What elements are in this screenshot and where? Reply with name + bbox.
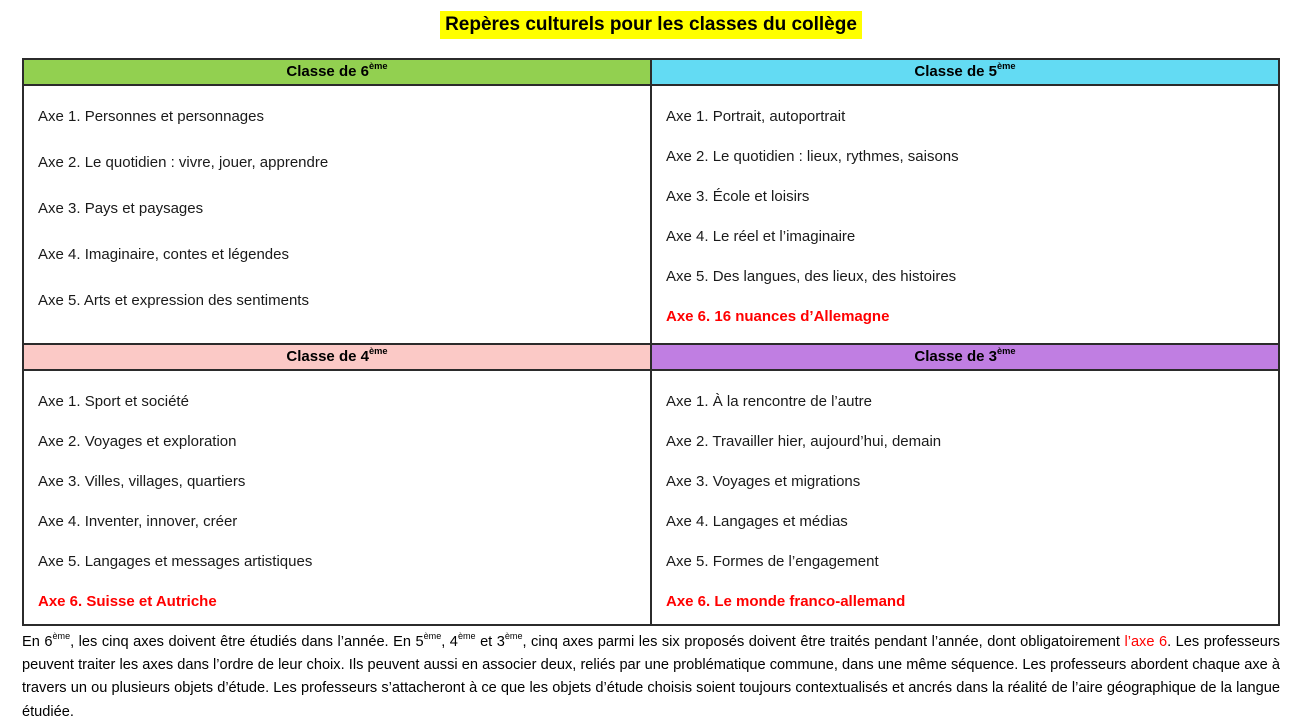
axe-item: Axe 1. Portrait, autoportrait — [666, 108, 846, 125]
header-classe-6eme — [23, 59, 651, 85]
footer-paragraph — [22, 631, 1280, 724]
axe-item: Axe 1. À la rencontre de l’autre — [666, 393, 872, 410]
axe-item: Axe 3. Pays et paysages — [38, 200, 204, 217]
axe-item: Axe 1. Sport et société — [38, 393, 189, 410]
page-title: Repères culturels pour les classes du collège — [440, 11, 862, 39]
header-classe-5eme — [651, 59, 1279, 85]
axe-item: Axe 2. Voyages et exploration — [38, 433, 237, 450]
header-classe-3eme — [651, 344, 1279, 370]
axes-classe-4eme — [23, 370, 651, 625]
axe-item: Axe 4. Le réel et l’imaginaire — [666, 228, 856, 245]
axe-item: Axe 5. Des langues, des lieux, des histoires — [666, 268, 957, 285]
footer-text: . Les professeurs peuvent traiter les axes dans l’ordre de leur choix. Ils peuvent aussi en associer deux, reliés par une problématique commune, dans une même séquence. Les professeurs abordent chaque axe à travers un ou plusieurs objets d’étude. Les professeurs s’attacheront à ce que les objets d’étude choisis soient toujours contextualisés et ancrés dans la réalité de l’aire géographique de la langue étudiée. — [22, 634, 1280, 720]
axe-item: Axe 4. Imaginaire, contes et légendes — [38, 246, 289, 263]
axe-item: Axe 2. Travailler hier, aujourd’hui, demain — [666, 433, 942, 450]
axes-classe-6eme — [23, 85, 651, 344]
footer-text: , les cinq axes doivent être étudiés dans l’année. En 5 — [70, 634, 424, 650]
footer-text: , 4 — [441, 634, 458, 650]
axe-item: Axe 4. Langages et médias — [666, 513, 848, 530]
header-classe-4eme-sup: ème — [368, 346, 388, 357]
axe-item: Axe 5. Arts et expression des sentiments — [38, 292, 309, 309]
footer-red-text: l’axe 6 — [1124, 634, 1168, 650]
classes-table — [22, 58, 1280, 626]
footer-text: et 3 — [475, 634, 505, 650]
axe-item: Axe 6. Suisse et Autriche — [38, 593, 217, 610]
footer-text: , cinq axes parmi les six proposés doivent être traités pendant l’année, dont obligatoirement — [522, 634, 1125, 650]
axes-classe-3eme — [651, 370, 1279, 625]
axe-item: Axe 4. Inventer, innover, créer — [38, 513, 238, 530]
axe-item: Axe 2. Le quotidien : vivre, jouer, apprendre — [38, 154, 329, 171]
header-classe-5eme-sup: ème — [996, 61, 1016, 72]
axes-classe-5eme — [651, 85, 1279, 344]
header-classe-6eme-sup: ème — [368, 61, 388, 72]
axe-item: Axe 1. Personnes et personnages — [38, 108, 264, 125]
axe-item: Axe 3. Voyages et migrations — [666, 473, 861, 490]
axe-item: Axe 3. École et loisirs — [666, 188, 810, 205]
header-classe-4eme — [23, 344, 651, 370]
axe-item: Axe 3. Villes, villages, quartiers — [38, 473, 246, 490]
footer-superscript: ème — [457, 631, 476, 642]
header-classe-3eme-sup: ème — [996, 346, 1016, 357]
axe-item: Axe 5. Formes de l’engagement — [666, 553, 879, 570]
footer-superscript: ème — [423, 631, 442, 642]
axe-item: Axe 6. 16 nuances d’Allemagne — [666, 308, 890, 325]
header-classe-5eme-label: Classe de 5 — [914, 63, 997, 80]
axe-item: Axe 2. Le quotidien : lieux, rythmes, saisons — [666, 148, 959, 165]
axe-item: Axe 5. Langages et messages artistiques — [38, 553, 313, 570]
footer-text: En 6 — [22, 634, 53, 650]
title-row — [0, 11, 1302, 39]
header-classe-6eme-label: Classe de 6 — [286, 63, 369, 80]
header-classe-3eme-label: Classe de 3 — [914, 348, 997, 365]
header-classe-4eme-label: Classe de 4 — [286, 348, 369, 365]
footer-superscript: ème — [504, 631, 523, 642]
axe-item: Axe 6. Le monde franco-allemand — [666, 593, 906, 610]
footer-superscript: ème — [52, 631, 71, 642]
